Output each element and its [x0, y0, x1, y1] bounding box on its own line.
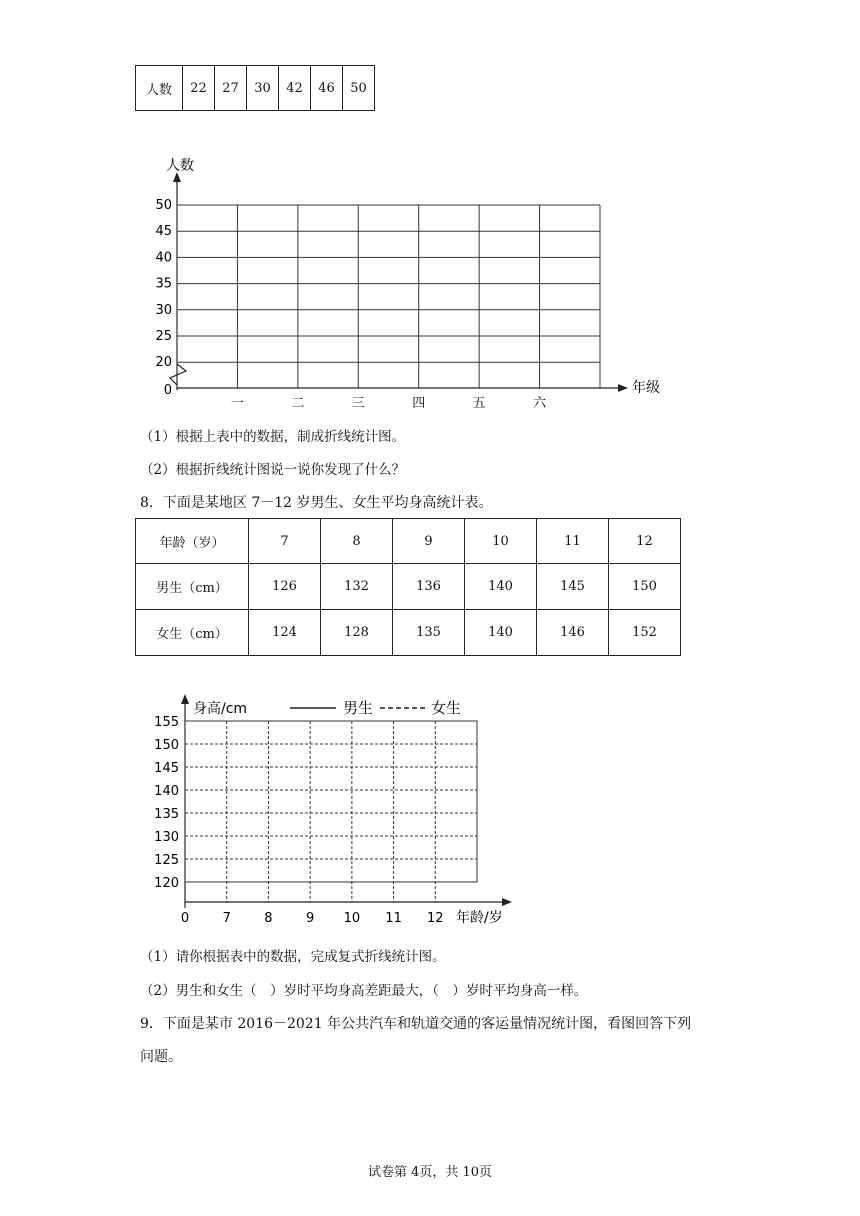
y-tick-label: 130	[154, 830, 179, 845]
table-cell: 140	[465, 564, 537, 610]
grid	[177, 205, 600, 388]
table-row-label: 男生（cm）	[136, 564, 249, 610]
table-cell: 132	[321, 564, 393, 610]
y-tick-label: 45	[155, 224, 172, 240]
table-header-cell: 12	[609, 519, 681, 564]
table-header-cell: 9	[393, 519, 465, 564]
q7-part1: （1）根据上表中的数据，制成折线统计图。	[140, 429, 406, 445]
table-header-cell: 7	[249, 519, 321, 564]
table-header-cell: 年龄（岁）	[136, 519, 249, 564]
legend-girl-label: 女生	[431, 699, 462, 717]
q7-part2: （2）根据折线统计图说一说你发现了什么？	[140, 462, 406, 478]
x-tick-label: 9	[306, 911, 315, 926]
y-tick-label: 30	[155, 302, 172, 318]
table-cell: 135	[393, 610, 465, 656]
grade-population-chart	[140, 150, 680, 410]
y-axis-arrow	[181, 694, 189, 704]
table-cell: 145	[537, 564, 609, 610]
q8-part2: （2）男生和女生（ ）岁时平均身高差距最大，（ ）岁时平均身高一样。	[140, 983, 588, 999]
x-tick-label: 一	[230, 396, 244, 410]
table-cell: 30	[247, 66, 279, 111]
table-cell: 46	[311, 66, 343, 111]
table-cell: 146	[537, 610, 609, 656]
table-cell: 22	[183, 66, 215, 111]
y-tick-label: 50	[155, 198, 172, 213]
y-tick-label: 120	[154, 876, 179, 891]
x-axis-label: 年龄/岁	[456, 910, 503, 926]
q8-part1: （1）请你根据表中的数据，完成复式折线统计图。	[140, 949, 446, 965]
table-cell: 27	[215, 66, 247, 111]
x-tick-label: 12	[427, 911, 444, 926]
y-tick-label: 155	[154, 715, 179, 730]
x-tick-label: 四	[412, 396, 426, 410]
y-tick-label: 125	[154, 853, 179, 868]
y-tick-label: 140	[154, 784, 179, 799]
x-axis-label: 年级	[632, 380, 660, 396]
height-chart	[140, 688, 520, 928]
table-cell: 42	[279, 66, 311, 111]
table-header-cell: 8	[321, 519, 393, 564]
q9-line2: 问题。	[140, 1049, 182, 1065]
table-cell: 50	[343, 66, 375, 111]
page-footer: 试卷第 4页，共 10页	[367, 1165, 493, 1180]
y-tick-label: 135	[154, 807, 179, 822]
height-table	[135, 518, 681, 656]
y-tick-label: 35	[155, 276, 172, 292]
x-tick-label: 11	[385, 911, 402, 926]
y-tick-label: 150	[154, 738, 179, 753]
x-axis-arrow	[618, 384, 628, 392]
x-tick-label: 0	[180, 911, 190, 926]
table-cell: 150	[609, 564, 681, 610]
population-table	[135, 65, 375, 111]
legend-boy-label: 男生	[343, 699, 374, 717]
x-tick-label: 10	[343, 911, 361, 926]
y-tick-label: 25	[155, 329, 172, 344]
grid	[185, 721, 477, 902]
q8-title: 8．下面是某地区 7－12 岁男生、女生平均身高统计表。	[140, 495, 493, 511]
table-header-cell: 人数	[136, 66, 183, 111]
y-tick-label: 0	[163, 383, 172, 398]
table-cell: 124	[249, 610, 321, 656]
table-cell: 140	[465, 610, 537, 656]
y-tick-label: 40	[155, 250, 172, 266]
q9-line1: 9．下面是某市 2016－2021 年公共汽车和轨道交通的客运量情况统计图，看图回答下列	[140, 1016, 692, 1032]
table-header-cell: 10	[465, 519, 537, 564]
x-tick-label: 8	[264, 911, 273, 926]
table-cell: 136	[393, 564, 465, 610]
y-axis-label: 身高/cm	[193, 701, 248, 717]
table-row-label: 女生（cm）	[136, 610, 249, 656]
x-tick-label: 六	[533, 396, 547, 410]
x-tick-label: 7	[222, 911, 231, 926]
x-tick-label: 二	[291, 396, 305, 410]
x-axis-arrow	[502, 898, 512, 906]
table-header-cell: 11	[537, 519, 609, 564]
y-tick-label: 20	[155, 355, 172, 371]
table-cell: 152	[609, 610, 681, 656]
table-cell: 128	[321, 610, 393, 656]
axis-break-mark	[170, 364, 186, 385]
table-cell: 126	[249, 564, 321, 610]
x-tick-label: 五	[472, 396, 486, 410]
y-axis-label: 人数	[166, 158, 194, 174]
y-tick-label: 145	[154, 761, 179, 776]
x-tick-label: 三	[351, 396, 365, 410]
grid-frame	[185, 721, 477, 882]
